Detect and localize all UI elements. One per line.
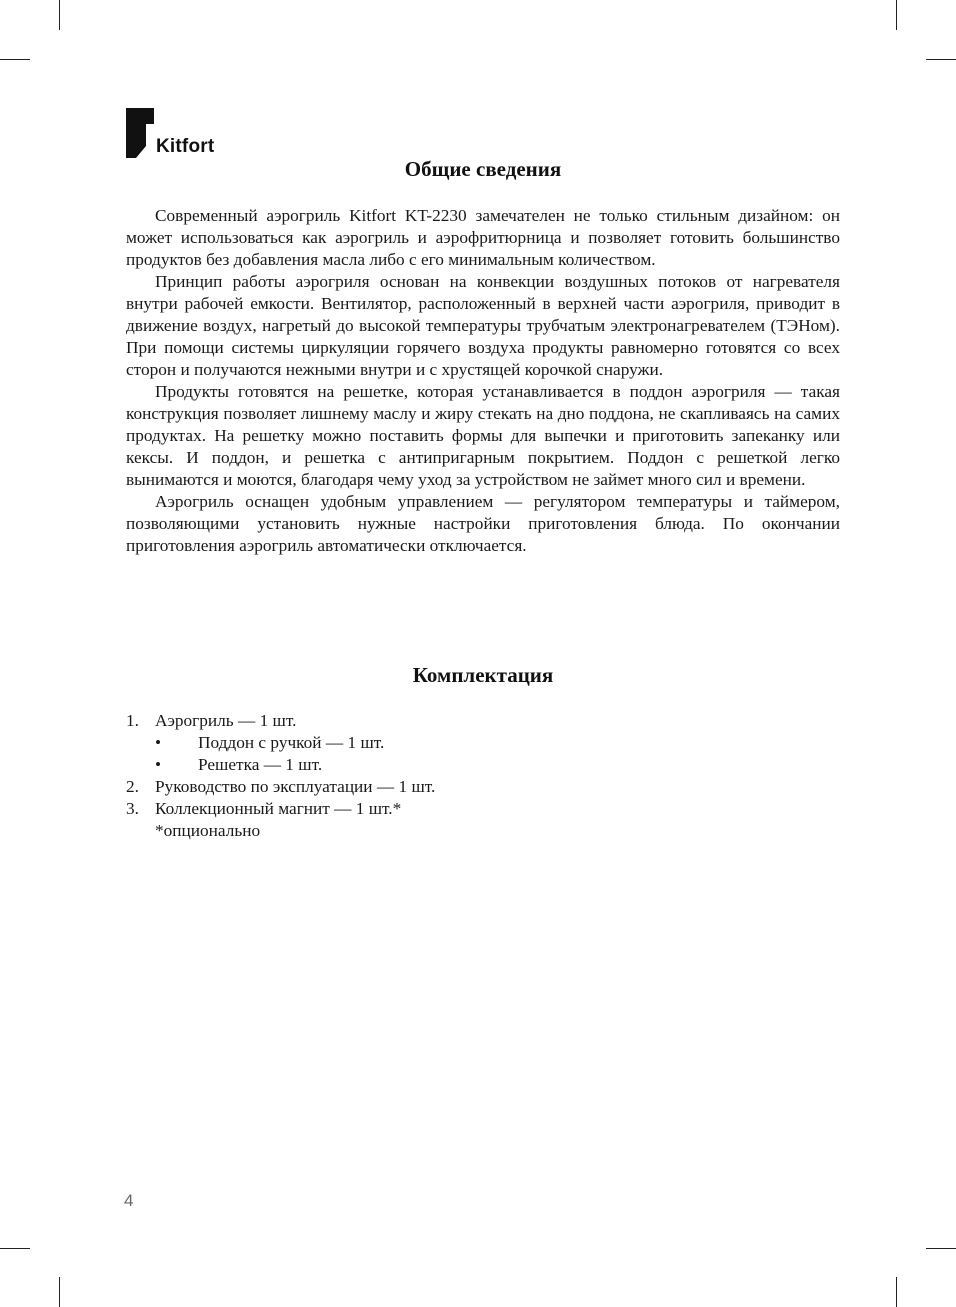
crop-mark: [59, 0, 60, 30]
bullet-icon: •: [155, 733, 162, 752]
list-item: [126, 798, 840, 820]
list-item: [126, 732, 840, 754]
list-item: [126, 754, 840, 776]
crop-mark: [926, 1248, 956, 1249]
page-number: 4: [124, 1191, 134, 1210]
list-item-number: 2.: [126, 777, 139, 796]
bullet-icon: •: [155, 755, 162, 774]
list-item-text: Поддон с ручкой — 1 шт.: [198, 733, 385, 752]
list-item-text: Коллекционный магнит — 1 шт.*: [155, 799, 402, 818]
list-item-text: Аэрогриль — 1 шт.: [155, 711, 297, 730]
footnote: *опционально: [155, 821, 261, 840]
list-item-number: 3.: [126, 799, 139, 818]
kitfort-logo-mark-icon: [126, 108, 154, 158]
paragraph: Продукты готовятся на решетке, которая устанавливается в поддон аэрогриля — такая конструкция позволяет лишнему маслу и жиру стекать на дно поддона, не скапливаясь на самих продуктах. На решетку можно поставить формы для выпечки и приготовить запеканку или кексы. И поддон, и решетка с антипригарным покрытием. Поддон с решеткой легко вынимаются и моются, благодаря чему уход за устройством не займет много сил и времени.: [126, 382, 840, 489]
general-info-text: [126, 205, 840, 557]
list-item: [126, 776, 840, 798]
crop-mark: [59, 1277, 60, 1307]
section-title-kit: Комплектация: [412, 663, 554, 687]
crop-mark: [926, 59, 956, 60]
crop-mark: [896, 0, 897, 30]
paragraph: Принцип работы аэрогриля основан на конвекции воздушных потоков от нагревателя внутри рабочей емкости. Вентилятор, расположенный в верхней части аэрогриля, приводит в движение воздух, нагретый до высокой температуры трубчатым электронагревателем (ТЭНом). При помощи системы циркуляции горячего воздуха продукты равномерно готовятся со всех сторон и получаются нежными внутри и с хрустящей корочкой снаружи.: [126, 272, 840, 379]
kitfort-logo: [126, 108, 214, 158]
paragraph: Современный аэрогриль Kitfort KT-2230 замечателен не только стильным дизайном: он может использоваться как аэрогриль и аэрофритюрница и позволяет готовить большинство продуктов без добавления масла либо с его минимальным количеством.: [126, 206, 840, 269]
logo-text: Kitfort: [156, 136, 215, 157]
crop-mark: [896, 1277, 897, 1307]
list-item-number: 1.: [126, 711, 139, 730]
list-item-text: Решетка — 1 шт.: [198, 755, 323, 774]
paragraph: Аэрогриль оснащен удобным управлением — регулятором температуры и таймером, позволяющими установить нужные настройки приготовления блюда. По окончании приготовления аэрогриль автоматически отключается.: [126, 492, 840, 555]
list-item: [126, 710, 840, 732]
crop-mark: [0, 59, 30, 60]
list-item-text: Руководство по эксплуатации — 1 шт.: [155, 777, 436, 796]
kit-list: [126, 710, 840, 842]
section-title-general: Общие сведения: [404, 157, 562, 181]
crop-mark: [0, 1248, 30, 1249]
